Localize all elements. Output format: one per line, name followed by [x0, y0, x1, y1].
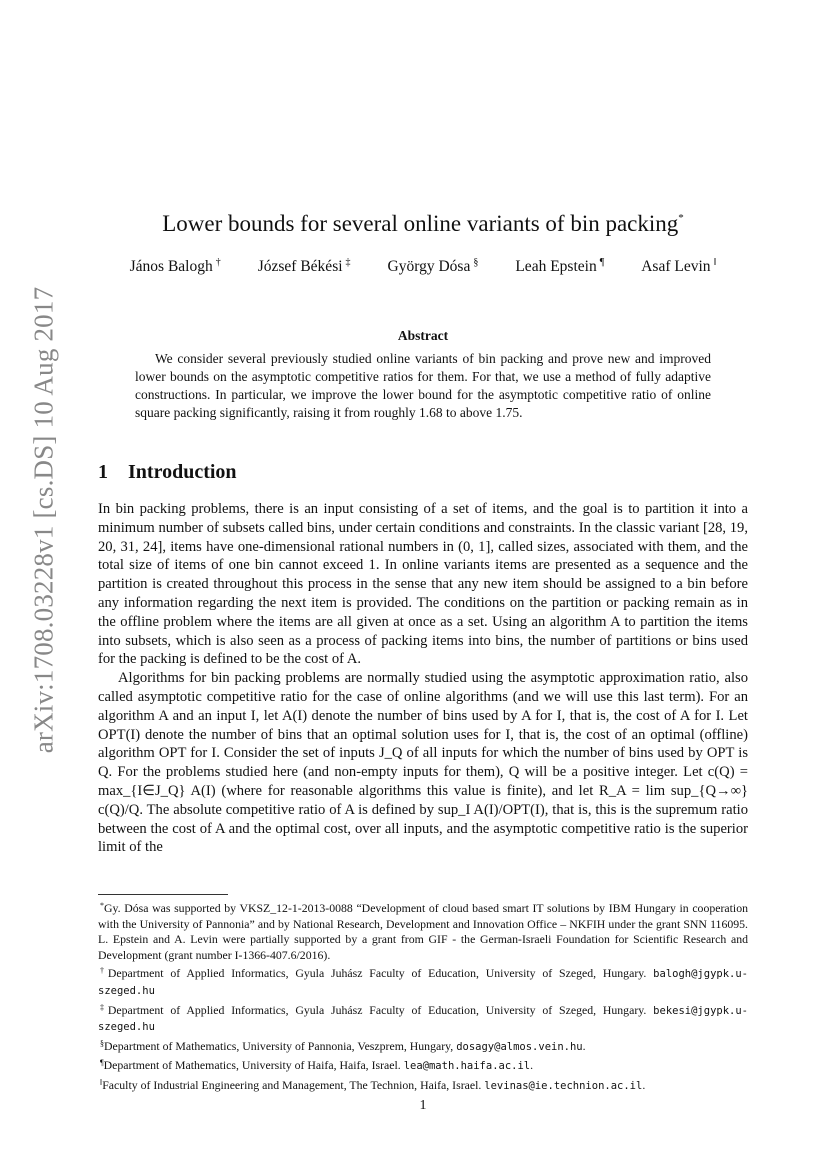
page-number: 1: [419, 1098, 427, 1113]
abstract-heading: Abstract: [397, 328, 449, 343]
footnote: ¶Department of Mathematics, University of Haifa, Haifa, Israel. lea@math.haifa.ac.il.: [100, 1058, 534, 1073]
footnote: ‖Faculty of Industrial Engineering and Management, The Technion, Haifa, Israel. levinas@ie.technion.ac.il.: [100, 1077, 646, 1092]
author: Asaf Levin ‖: [641, 257, 717, 275]
footnote: ‡Department of Applied Informatics, Gyula Juhász Faculty of Education, University of Szeged, Hungary. bekesi@jgypk.u-szeged.hu: [98, 1002, 748, 1034]
email-link[interactable]: lea@math.haifa.ac.il: [403, 1060, 531, 1073]
paper-title: [98, 204, 748, 238]
section-title: Introduction: [128, 461, 237, 483]
email-link[interactable]: bekesi@jgypk.u-szeged.hu: [98, 1004, 748, 1034]
section-number: 1: [98, 461, 108, 483]
paragraph: In bin packing problems, there is an input consisting of a set of items, and the goal is to partition it into a minimum number of subsets called bins, under certain conditions and constraints. In the classic variant [28, 19, 20, 31, 24], items have one-dimensional rational numbers in (0, 1], called sizes, associated with them, and the total size of items of one bin cannot exceed 1. In online variants items are presented as a sequence and the partition is created throughout this process in the sense that any new item should be assigned to a bin before any information regarding the next item is provided. The conditions on the partition or packing remain as in the offline problem where the items are all given at once as a set. Using an algorithm A to partition the items into subsets, which is also seen as a process of packing items into bins, the number of partitions or bins used for the packing is defined to be the cost of A.: [98, 501, 748, 668]
footnote-rule: [98, 894, 228, 895]
author: Leah Epstein ¶: [515, 257, 605, 275]
abstract-text: We consider several previously studied online variants of bin packing and prove new and improved lower bounds on the asymptotic competitive ratios for them. For that, we use a method of fully adaptive constructions. In particular, we improve the lower bound for the asymptotic competitive ratio of online square packing significantly, raising it from roughly 1.68 to above 1.75.: [135, 351, 711, 420]
section-heading: [98, 461, 237, 484]
author: József Békési ‡: [257, 257, 351, 275]
paper-title-text: Lower bounds for several online variants of bin packing: [162, 211, 679, 236]
email-link[interactable]: levinas@ie.technion.ac.il: [484, 1079, 643, 1092]
footnotes: [98, 894, 748, 1095]
author: György Dósa §: [387, 257, 479, 275]
paragraph: Algorithms for bin packing problems are normally studied using the asymptotic approximation ratio, also called asymptotic competitive ratio for the case of online algorithms (and we will use this last term). For an algorithm A and an input I, let A(I) denote the number of bins used by A for I, that is, the cost of A for I. Let OPT(I) denote the number of bins that an optimal solution uses for I, that is, the cost of an optimal (offline) algorithm OPT for I. Consider the set of inputs J_Q of all inputs for which the number of bins used by OPT is Q. For the problems studied here (and non-empty inputs for them), Q will be a positive integer. Let c(Q) = max_{I∈J_Q} A(I) (where for reasonable algorithms this value is finite), and let R_A = lim sup_{Q→∞} c(Q)/Q. The absolute competitive ratio of A is defined by sup_I A(I)/OPT(I), that is, this is the supremum ratio between the cost of A and the optimal cost, over all inputs, and the asymptotic competitive ratio is the superior limit of the: [98, 670, 748, 856]
arxiv-sidebar: [24, 286, 64, 754]
footnote: †Department of Applied Informatics, Gyula Juhász Faculty of Education, University of Szeged, Hungary. balogh@jgypk.u-szeged.hu: [98, 966, 748, 997]
email-link[interactable]: balogh@jgypk.u-szeged.hu: [98, 968, 748, 997]
footnote: *Gy. Dósa was supported by VKSZ_12-1-2013-0088 “Development of cloud based smart IT solutions by IBM Hungary in cooperation with the University of Pannonia” and by National Research, Development and Innovation Office – NKFIH under the grant SNN 116095. L. Epstein and A. Levin were partially supported by a grant from GIF - the German-Israeli Foundation for Scientific Research and Development (grant number I-1366-407.6/2016).: [98, 901, 748, 962]
footnote: §Department of Mathematics, University of Pannonia, Veszprem, Hungary, dosagy@almos.vein.hu.: [100, 1038, 586, 1053]
title-footnote-mark: *: [678, 212, 684, 224]
author: János Balogh †: [129, 257, 221, 275]
introduction-body: [98, 500, 748, 857]
arxiv-identifier: arXiv:1708.03228v1 [cs.DS] 10 Aug 2017: [28, 286, 59, 754]
email-link[interactable]: dosagy@almos.vein.hu: [456, 1040, 583, 1053]
author-list: [98, 253, 748, 277]
